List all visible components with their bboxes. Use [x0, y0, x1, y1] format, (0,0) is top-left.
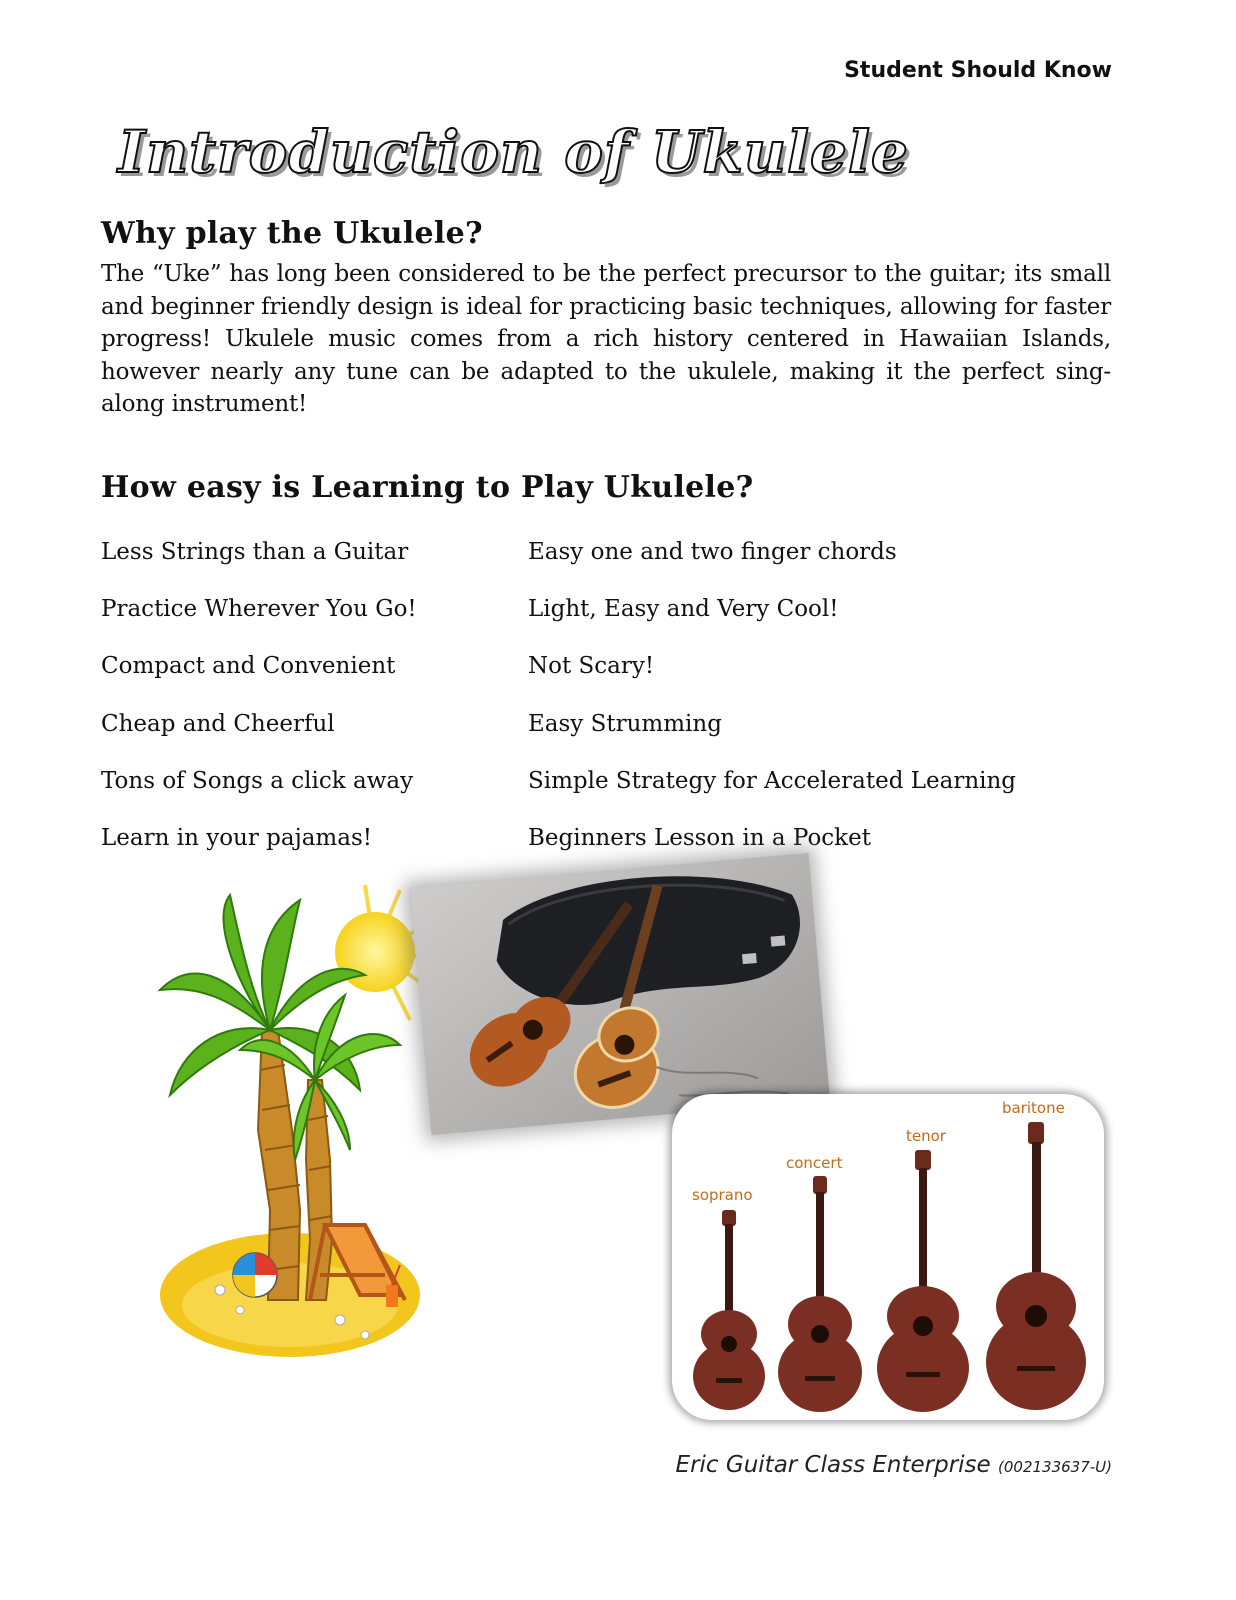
ukulele-sizes-illustration	[672, 1094, 1104, 1420]
why-heading: Why play the Ukulele?	[101, 216, 483, 251]
how-heading: How easy is Learning to Play Ukulele?	[101, 470, 754, 505]
feature-item: Cheap and Cheerful	[101, 710, 335, 737]
feature-item: Less Strings than a Guitar	[101, 539, 409, 565]
soprano-ukulele-icon	[693, 1210, 765, 1410]
feature-item: Practice Wherever You Go!	[101, 596, 417, 623]
tenor-label: tenor	[906, 1127, 946, 1145]
baritone-ukulele-icon	[986, 1122, 1086, 1410]
feature-item: Easy one and two finger chords	[528, 539, 897, 565]
footer	[676, 1452, 1112, 1478]
footer-registration: (002133637-U)	[998, 1458, 1112, 1476]
concert-ukulele-icon	[778, 1176, 862, 1412]
footer-company: Eric Guitar Class Enterprise	[675, 1452, 991, 1478]
feature-list	[101, 534, 1111, 877]
header-tag: Student Should Know	[844, 58, 1112, 83]
feature-item: Light, Easy and Very Cool!	[528, 596, 839, 623]
page-title: Introduction of Ukulele	[118, 118, 909, 186]
concert-label: concert	[786, 1154, 843, 1172]
beach-ball-icon	[233, 1253, 277, 1297]
tenor-ukulele-icon	[877, 1150, 969, 1412]
palm-island-illustration	[150, 880, 450, 1370]
feature-item: Beginners Lesson in a Pocket	[528, 824, 871, 851]
soprano-label: soprano	[692, 1186, 753, 1204]
feature-item: Compact and Convenient	[101, 653, 396, 680]
ukuleles-photo	[410, 853, 830, 1135]
feature-item: Learn in your pajamas!	[101, 824, 373, 851]
feature-item: Simple Strategy for Accelerated Learning	[528, 767, 1017, 794]
feature-item: Tons of Songs a click away	[101, 767, 414, 794]
feature-item: Easy Strumming	[528, 710, 722, 737]
baritone-label: baritone	[1002, 1099, 1065, 1117]
ukulele-sizes-card	[672, 1094, 1104, 1420]
feature-item: Not Scary!	[528, 653, 655, 680]
intro-paragraph: The “Uke” has long been considered to be the perfect precursor to the guitar; its small and beginner friendly design is ideal for practicing basic techniques, allowing for faster progress! Ukulele music comes from a rich history centered in Hawaiian Islands, however nearly any tune can be adapted to the ukulele, making it the perfect sing-along instrument!	[101, 261, 1111, 417]
